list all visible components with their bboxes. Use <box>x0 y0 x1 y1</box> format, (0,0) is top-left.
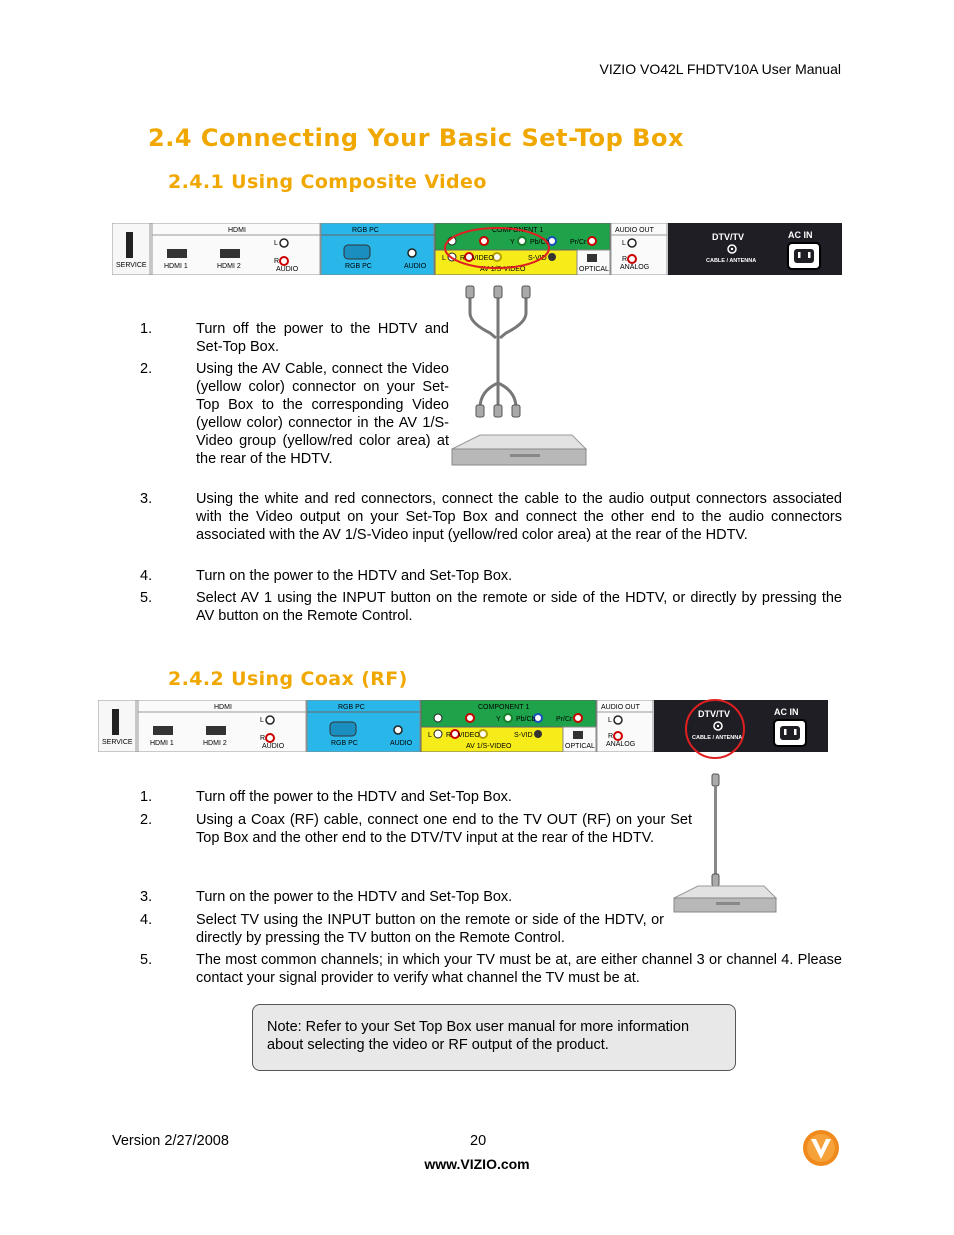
av-svideo-label: S-VID <box>514 732 533 739</box>
component-label: COMPONENT 1 <box>478 704 530 711</box>
dtv-tv-label: DTV/TV <box>698 709 731 719</box>
audio-out-label: AUDIO OUT <box>601 704 640 711</box>
step-text: Using the white and red connectors, connect the cable to the audio output connectors associated with the Video output on your Set-Top Box and connect the other end to the audio connectors associated with the AV 1/S-Video input (yellow/red color area) at the rear of the HDTV. <box>196 491 842 543</box>
optical-label: OPTICAL <box>579 266 609 273</box>
av-r-label: R <box>446 732 452 739</box>
av-l-label: L <box>428 732 432 739</box>
av-video-label: VIDEO <box>472 255 494 262</box>
component-pr-label: Pr/Cr <box>570 239 587 246</box>
hdmi-label: HDMI <box>214 704 232 711</box>
hdmi-audio-l-label: L <box>260 717 264 724</box>
av-video-label: VIDEO <box>458 732 480 739</box>
optical-label: OPTICAL <box>565 743 595 750</box>
step-number: 1. <box>140 321 153 337</box>
rgb-pc-header: RGB PC <box>352 227 379 234</box>
audio-out-l-label: L <box>608 717 612 724</box>
component-pr-label: Pr/Cr <box>556 716 573 723</box>
step-text: Using the AV Cable, connect the Video (yellow color) connector on your Set-Top Box to the corresponding Video (yellow color) connector in the AV 1/S-Video group (yellow/red color area) at the rear of the HDTV. <box>196 361 449 467</box>
av-r-label: R <box>460 255 466 262</box>
audio-out-l-label: L <box>622 240 626 247</box>
step-number: 3. <box>140 889 153 905</box>
cable-antenna-label: CABLE / ANTENNA <box>692 735 743 741</box>
av-svideo-header: AV 1/S-VIDEO <box>466 743 512 750</box>
audio-out-r-label: R <box>622 256 628 263</box>
step-number: 5. <box>140 952 153 968</box>
dtv-highlight-circle <box>680 696 750 766</box>
hdmi-audio-l-label: L <box>274 240 278 247</box>
step-text: Turn on the power to the HDTV and Set-Top Box. <box>196 889 513 905</box>
step-number: 4. <box>140 912 153 928</box>
subsection-title-coax: 2.4.2 Using Coax (RF) <box>168 668 408 690</box>
audio-out-r-label: R <box>608 733 614 740</box>
hdmi2-label: HDMI 2 <box>217 263 241 270</box>
step-text: The most common channels; in which your TV must be at, are either channel 3 or channel 4. Please contact your signal provider to verify what channel the TV must be at. <box>196 952 842 986</box>
rgb-pc-label: RGB PC <box>345 263 372 270</box>
step-text: Select TV using the INPUT button on the remote or side of the HDTV, or directly by pressing the TV button on the Remote Control. <box>196 912 664 946</box>
step-text: Using a Coax (RF) cable, connect one end to the TV OUT (RF) on your Set Top Box and the other end to the DTV/TV input at the rear of the HDTV. <box>196 812 692 846</box>
rgb-pc-header: RGB PC <box>338 704 365 711</box>
rgb-audio-label: AUDIO <box>404 263 427 270</box>
hdmi1-label: HDMI 1 <box>150 740 174 747</box>
composite-cable-illustration <box>450 283 590 473</box>
hdmi-audio-r-label: R <box>274 258 280 265</box>
hdmi-label: HDMI <box>228 227 246 234</box>
analog-label: ANALOG <box>620 264 650 271</box>
ac-in-label: AC IN <box>774 707 799 717</box>
av-svideo-header: AV 1/S-VIDEO <box>480 266 526 273</box>
step-number: 5. <box>140 590 153 606</box>
hdmi1-label: HDMI 1 <box>164 263 188 270</box>
step-number: 2. <box>140 361 153 377</box>
av-l-label: L <box>442 255 446 262</box>
hdmi-audio-label: AUDIO <box>262 743 285 750</box>
ac-in-label: AC IN <box>788 230 813 240</box>
audio-out-label: AUDIO OUT <box>615 227 654 234</box>
step-number: 2. <box>140 812 153 828</box>
section-title: 2.4 Connecting Your Basic Set-Top Box <box>148 124 684 152</box>
analog-label: ANALOG <box>606 741 636 748</box>
service-label: SERVICE <box>102 739 133 746</box>
step-text: Turn off the power to the HDTV and Set-Top Box. <box>196 789 512 805</box>
service-label: SERVICE <box>116 262 147 269</box>
hdmi-audio-label: AUDIO <box>276 266 299 273</box>
hdmi-audio-r-label: R <box>260 735 266 742</box>
rgb-audio-label: AUDIO <box>390 740 413 747</box>
vizio-logo-icon <box>801 1128 841 1168</box>
step-text: Turn on the power to the HDTV and Set-Top Box. <box>196 568 513 584</box>
step-text: Select AV 1 using the INPUT button on the remote or side of the HDTV, or directly by pressing the AV button on the Remote Control. <box>196 590 842 624</box>
page-header-title: VIZIO VO42L FHDTV10A User Manual <box>599 61 841 77</box>
component-pb-label: Pb/Cb <box>530 239 550 246</box>
step-number: 1. <box>140 789 153 805</box>
hdmi2-label: HDMI 2 <box>203 740 227 747</box>
component-y-label: Y <box>510 239 515 246</box>
av-svideo-label: S-VID <box>528 255 547 262</box>
step-number: 3. <box>140 491 153 507</box>
component-label: COMPONENT 1 <box>492 227 544 234</box>
footer-url: www.VIZIO.com <box>424 1156 530 1172</box>
cable-antenna-label: CABLE / ANTENNA <box>706 258 757 264</box>
subsection-title-composite: 2.4.1 Using Composite Video <box>168 171 487 193</box>
dtv-tv-label: DTV/TV <box>712 232 745 242</box>
component-y-label: Y <box>496 716 501 723</box>
step-number: 4. <box>140 568 153 584</box>
rgb-pc-label: RGB PC <box>331 740 358 747</box>
step-text: Turn off the power to the HDTV and Set-Top Box. <box>196 321 449 355</box>
note-box <box>252 1004 736 1071</box>
footer-page-number: 20 <box>470 1133 487 1149</box>
footer-version: Version 2/27/2008 <box>112 1133 229 1149</box>
component-pb-label: Pb/Cb <box>516 716 536 723</box>
note-text: Note: Refer to your Set Top Box user manual for more information about selecting the video or RF output of the product. <box>267 1019 690 1053</box>
rear-panel-diagram-composite <box>112 223 842 275</box>
